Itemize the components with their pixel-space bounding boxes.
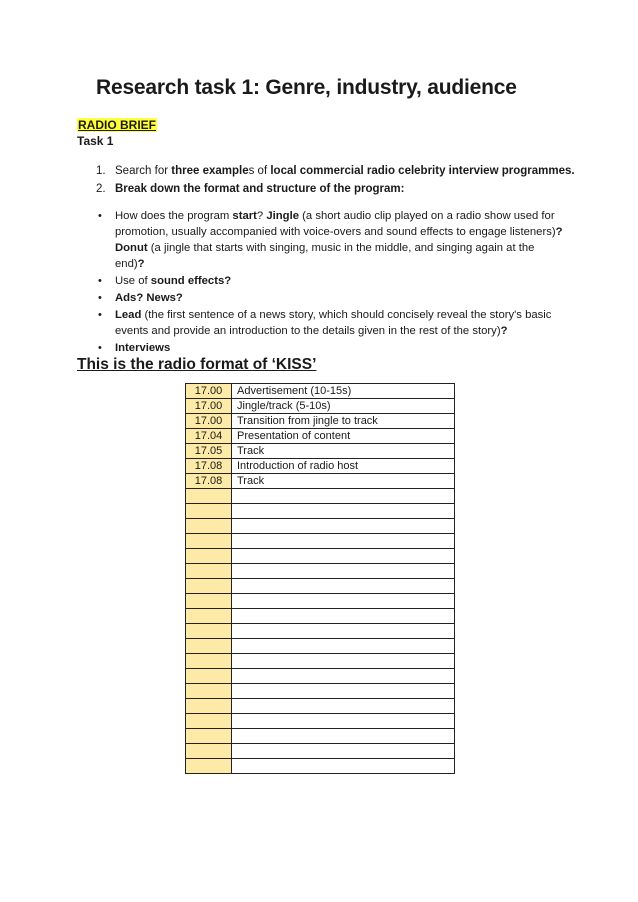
table-row [186, 699, 455, 714]
table-row [186, 729, 455, 744]
table-row [186, 684, 455, 699]
description-cell [232, 594, 455, 609]
text-run: ? [256, 210, 267, 222]
description-cell [232, 759, 455, 774]
text-run: s of [248, 165, 271, 177]
list-number: 2. [96, 183, 106, 195]
text-run: Jingle [266, 210, 299, 222]
table-row [186, 549, 455, 564]
text-run: (the first sentence of a news story, which should concisely reveal the story's basic events and provide an introduction to the details given in the rest of the story) [115, 309, 552, 337]
text-run: sound effects? [150, 275, 232, 287]
time-cell [186, 489, 232, 504]
bullet-item [96, 307, 566, 339]
text-run: ? Donut [115, 226, 563, 254]
description-cell: Presentation of content [232, 429, 455, 444]
description-cell [232, 669, 455, 684]
description-cell [232, 684, 455, 699]
bullet-list [96, 208, 566, 357]
table-row [186, 594, 455, 609]
time-cell: 17.08 [186, 459, 232, 474]
radio-brief-label: RADIO BRIEF [78, 118, 156, 132]
task-label: Task 1 [77, 134, 114, 148]
table-row [186, 429, 455, 444]
time-cell: 17.00 [186, 414, 232, 429]
time-cell: 17.00 [186, 399, 232, 414]
description-cell [232, 714, 455, 729]
text-run: three example [171, 165, 249, 177]
table-row [186, 654, 455, 669]
description-cell [232, 639, 455, 654]
time-cell: 17.05 [186, 444, 232, 459]
table-row [186, 744, 455, 759]
text-run: How does the program [115, 210, 233, 222]
numbered-item [96, 163, 575, 181]
time-cell: 17.04 [186, 429, 232, 444]
time-cell: 17.08 [186, 474, 232, 489]
time-cell [186, 744, 232, 759]
text-run: local commercial radio celebrity interview programmes. [270, 165, 575, 177]
table-row [186, 399, 455, 414]
table-row [186, 519, 455, 534]
table-row [186, 414, 455, 429]
table-row [186, 714, 455, 729]
description-cell [232, 729, 455, 744]
table-row [186, 444, 455, 459]
time-cell [186, 504, 232, 519]
time-cell [186, 519, 232, 534]
time-cell [186, 549, 232, 564]
description-cell: Jingle/track (5-10s) [232, 399, 455, 414]
text-run: Search for [115, 165, 172, 177]
radio-format-table [185, 383, 455, 774]
table-row [186, 474, 455, 489]
table-row [186, 504, 455, 519]
description-cell [232, 564, 455, 579]
time-cell [186, 729, 232, 744]
table-row [186, 624, 455, 639]
description-cell [232, 744, 455, 759]
time-cell [186, 609, 232, 624]
time-cell [186, 759, 232, 774]
time-cell: 17.00 [186, 384, 232, 399]
bullet-icon: • [98, 309, 102, 321]
table-row [186, 609, 455, 624]
list-number: 1. [96, 165, 106, 177]
description-cell: Transition from jingle to track [232, 414, 455, 429]
time-cell [186, 639, 232, 654]
page-title: Research task 1: Genre, industry, audience [96, 76, 517, 99]
description-cell [232, 609, 455, 624]
text-run: Break down the format and structure of the program: [115, 183, 405, 195]
time-cell [186, 714, 232, 729]
bullet-item [96, 340, 566, 356]
bullet-item [96, 208, 566, 272]
description-cell: Track [232, 444, 455, 459]
description-cell [232, 579, 455, 594]
time-cell [186, 669, 232, 684]
table-row [186, 759, 455, 774]
numbered-list [96, 163, 575, 199]
description-cell [232, 699, 455, 714]
table-row [186, 489, 455, 504]
description-cell: Introduction of radio host [232, 459, 455, 474]
description-cell [232, 519, 455, 534]
table-row [186, 639, 455, 654]
text-run: Interviews [115, 342, 171, 354]
time-cell [186, 654, 232, 669]
time-cell [186, 624, 232, 639]
description-cell [232, 504, 455, 519]
table-row [186, 384, 455, 399]
bullet-icon: • [98, 292, 102, 304]
bullet-item [96, 273, 566, 289]
time-cell [186, 684, 232, 699]
description-cell [232, 549, 455, 564]
description-cell [232, 624, 455, 639]
format-heading: This is the radio format of ‘KISS’ [77, 356, 317, 373]
table-row [186, 534, 455, 549]
time-cell [186, 699, 232, 714]
table-row [186, 579, 455, 594]
text-run: ? [500, 325, 508, 337]
table-row [186, 564, 455, 579]
description-cell [232, 534, 455, 549]
numbered-item [96, 181, 575, 199]
text-run: start [232, 210, 257, 222]
bullet-icon: • [98, 275, 102, 287]
text-run: Ads? News? [115, 292, 183, 304]
time-cell [186, 579, 232, 594]
table-row [186, 669, 455, 684]
time-cell [186, 534, 232, 549]
description-cell: Track [232, 474, 455, 489]
bullet-icon: • [98, 210, 102, 222]
text-run: ? [137, 258, 145, 270]
text-run: (a jingle that starts with singing, music in the middle, and singing again at the end) [115, 242, 535, 270]
text-run: Lead [115, 309, 142, 321]
text-run: (a short audio clip played on a radio show used for promotion, usually accompanied with voice-overs and sound effects to engage listeners) [115, 210, 556, 238]
text-run: Use of [115, 275, 151, 287]
bullet-item [96, 290, 566, 306]
description-cell: Advertisement (10-15s) [232, 384, 455, 399]
table-row [186, 459, 455, 474]
time-cell [186, 564, 232, 579]
description-cell [232, 489, 455, 504]
description-cell [232, 654, 455, 669]
bullet-icon: • [98, 342, 102, 354]
time-cell [186, 594, 232, 609]
